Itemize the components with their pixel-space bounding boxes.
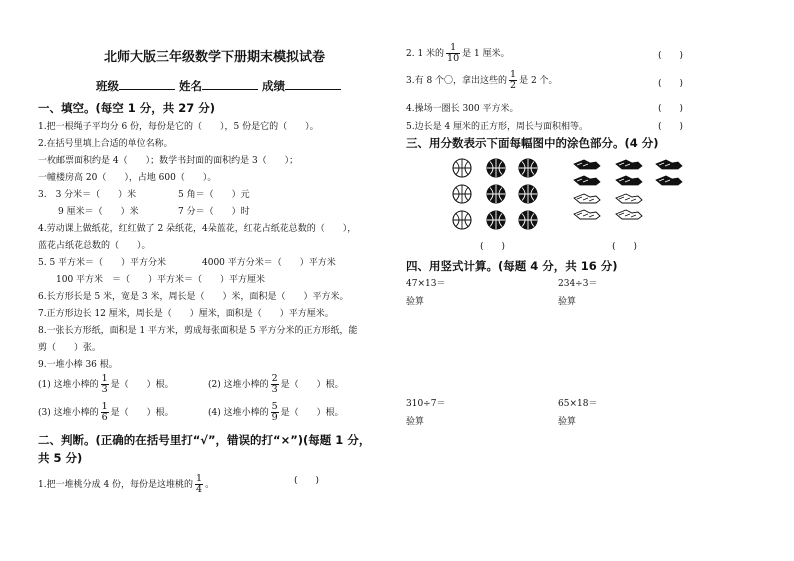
s1-q1: 1.把一根绳子平均分 6 份，每份是它的（ ），5 份是它的（ ）。 — [38, 122, 319, 132]
shoe-icon — [574, 194, 600, 203]
s2-q1: 1.把一堆桃分成 4 份，每份是这堆桃的 $\frac{1}{4}$ 。 — [38, 473, 215, 495]
s1-q8b: 剪（ ）张。 — [38, 343, 102, 353]
basketball-icon — [453, 211, 471, 229]
s1-q9-3: (3) 这堆小棒的 $\frac{1}{6}$ 是（ ）根。 — [38, 401, 174, 423]
section-3-heading: 三、用分数表示下面每幅图中的涂色部分。(4 分) — [406, 136, 659, 150]
s2-q1-paren[interactable]: ( ) — [294, 476, 320, 486]
section-1-heading: 一、填空。(每空 1 分，共 27 分) — [38, 101, 216, 115]
basketball-icon — [487, 159, 505, 177]
s2-q2: 2. 1 米的 $\frac{1}{10}$ 是 1 厘米。 — [406, 42, 510, 64]
s2-q4: 4.操场一圈长 300 平方米。 — [406, 104, 519, 114]
shoe-icon — [656, 176, 682, 185]
s1-q5a1: 5. 5 平方米＝（ ）平方分米 — [38, 258, 167, 268]
s2-q3: 3.有 8 个〇，拿出这些的 $\frac{1}{2}$ 是 2 个。 — [406, 69, 558, 91]
basketball-icon — [487, 211, 505, 229]
basketball-icon — [453, 185, 471, 203]
s4-p2: 234÷3＝ — [558, 279, 598, 289]
fraction-1-10: $\frac{1}{10}$ — [447, 42, 460, 64]
s2-q4-paren[interactable]: ( ) — [658, 104, 684, 114]
shoe-icon — [574, 210, 600, 219]
s1-q9: 9.一堆小棒 36 根。 — [38, 360, 118, 370]
basketball-grid — [446, 156, 546, 236]
basketball-icon — [453, 159, 471, 177]
s1-q7: 7.正方形边长 12 厘米，周长是（ ）厘米，面积是（ ）平方厘米。 — [38, 309, 334, 319]
fraction-2-3: $\frac{2}{3}$ — [271, 373, 278, 395]
s1-q2a: 一枚邮票面积约是 4（ ）；数学书封面的面积约是 3（ ）； — [38, 156, 299, 166]
shoe-icon — [616, 160, 642, 169]
s1-q5b: 100 平方米 ＝（ ）平方米＝（ ）平方厘米 — [56, 275, 266, 285]
s1-q3b1: 9 厘米＝（ ）米 — [58, 207, 139, 217]
section-4-heading: 四、用竖式计算。(每题 4 分，共 16 分) — [406, 259, 618, 273]
s1-q2: 2.在括号里填上合适的单位名称。 — [38, 139, 173, 149]
s1-q3a2: 5 角＝（ ）元 — [178, 190, 250, 200]
s1-q5a2: 4000 平方分米＝（ ）平方米 — [202, 258, 336, 268]
basketball-icon — [487, 185, 505, 203]
fraction-1-2: $\frac{1}{2}$ — [510, 69, 517, 91]
class-blank[interactable] — [119, 78, 175, 90]
s4-p4-check: 验算 — [558, 417, 577, 427]
s3-answer-1[interactable]: ( ) — [480, 242, 506, 252]
s1-q8a: 8.一张长方形纸，面积是 1 平方米，剪成每张面积是 5 平方分米的正方形纸，能 — [38, 326, 358, 336]
shoe-icon — [616, 210, 642, 219]
s1-q3b2: 7 分＝（ ）时 — [178, 207, 250, 217]
name-label: 姓名 — [179, 79, 203, 93]
shoe-icon — [574, 176, 600, 185]
fraction-1-4: $\frac{1}{4}$ — [196, 473, 203, 495]
s1-q9-2: (2) 这堆小棒的 $\frac{2}{3}$ 是（ ）根。 — [208, 373, 344, 395]
s1-q4b: 蓝花占纸花总数的（ ）。 — [38, 241, 151, 251]
s1-q9-1: (1) 这堆小棒的 $\frac{1}{3}$ 是（ ）根。 — [38, 373, 174, 395]
shoe-icon — [574, 160, 600, 169]
basketball-icon — [519, 185, 537, 203]
name-blank[interactable] — [202, 78, 258, 90]
class-label: 班级 — [96, 79, 119, 93]
s2-q2-paren[interactable]: ( ) — [658, 51, 684, 61]
basketball-icon — [519, 211, 537, 229]
s1-q9-4: (4) 这堆小棒的 $\frac{5}{9}$ 是（ ）根。 — [208, 401, 344, 423]
score-blank[interactable] — [285, 78, 341, 90]
section-2-heading-a: 二、判断。(正确的在括号里打“√”，错误的打“×”)(每题 1 分， — [38, 433, 371, 447]
page-title: 北师大版三年级数学下册期末模拟试卷 — [104, 50, 326, 65]
shoe-icon — [656, 160, 682, 169]
s4-p3-check: 验算 — [406, 417, 425, 427]
section-2-heading-b: 共 5 分) — [38, 451, 83, 465]
s1-q6: 6.长方形长是 5 米，宽是 3 米，周长是（ ）米，面积是（ ）平方米。 — [38, 292, 349, 302]
s4-p2-check: 验算 — [558, 297, 577, 307]
s4-p3: 310÷7＝ — [406, 399, 446, 409]
fraction-1-3: $\frac{1}{3}$ — [101, 373, 108, 395]
shoe-grid — [572, 156, 692, 226]
fraction-1-6: $\frac{1}{6}$ — [101, 401, 108, 423]
s2-q5: 5.边长是 4 厘米的正方形，周长与面积相等。 — [406, 122, 589, 132]
s1-q3a1: 3. 3 分米＝（ ）米 — [38, 190, 137, 200]
score-label: 成绩 — [262, 79, 286, 93]
header-fields — [96, 78, 341, 93]
s3-answer-2[interactable]: ( ) — [612, 242, 638, 252]
s1-q2b: 一幢楼房高 20（ ），占地 600（ ）。 — [38, 173, 217, 183]
s4-p1-check: 验算 — [406, 297, 425, 307]
shoe-icon — [616, 176, 642, 185]
s2-q3-paren[interactable]: ( ) — [658, 79, 684, 89]
s2-q5-paren[interactable]: ( ) — [658, 122, 684, 132]
basketball-icon — [519, 159, 537, 177]
s4-p4: 65×18＝ — [558, 399, 598, 409]
s1-q4a: 4.劳动课上做纸花，红红做了 2 朵纸花，4朵蓝花，红花占纸花总数的（ ）， — [38, 224, 357, 234]
shoe-icon — [616, 194, 642, 203]
s4-p1: 47×13＝ — [406, 279, 446, 289]
fraction-5-9: $\frac{5}{9}$ — [271, 401, 278, 423]
